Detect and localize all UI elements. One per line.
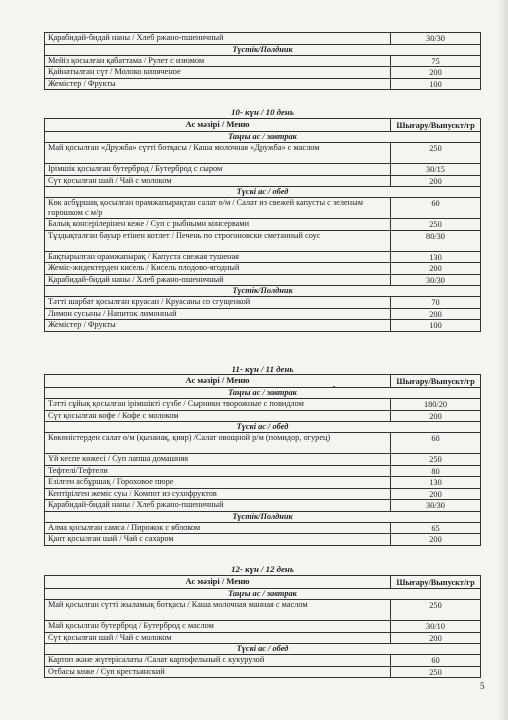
dish-row [45, 274, 481, 286]
dish-name: Көк асбұршақ қосылған орамжапырақтан салат ө/м / Салат из свежей капусты с зеленым горошком с м/р [45, 198, 391, 219]
dish-name: Картоп және жүгерісалаты /Салат картофельный с кукурузой [45, 655, 391, 667]
page-edge-shadow [498, 0, 508, 720]
meal-section-label: Түскі ас / обед [45, 644, 481, 655]
dish-quantity: 200 [391, 410, 481, 422]
table-header-row [45, 375, 481, 388]
meal-section-label: Түстік/Полдник [45, 286, 481, 297]
dish-name: Қарабидай-бидай наны / Хлеб ржано-пшеничный [45, 33, 391, 45]
meal-section-row [45, 187, 481, 198]
meal-section-row [45, 422, 481, 433]
dish-quantity: 250 [391, 600, 481, 621]
day-11-title: 11- күн / 11 день [231, 364, 294, 374]
dish-row [45, 78, 481, 90]
dish-quantity: 200 [391, 308, 481, 320]
day-10-title: 10- күн / 10 день [231, 107, 294, 117]
dish-quantity: 30/15 [391, 164, 481, 176]
dish-quantity: 100 [391, 320, 481, 332]
meal-section-row [45, 286, 481, 297]
page-number: 5 [480, 681, 485, 691]
dish-quantity: 250 [391, 666, 481, 678]
table-header-row [45, 119, 481, 132]
dish-name: Май қосылған «Дружба» сүтті ботқасы / Каша молочная «Дружба» с маслом [45, 143, 391, 164]
meal-section-row [45, 589, 481, 600]
meal-section-label: Түскі ас / обед [45, 422, 481, 433]
dish-name: Май қосылған сүтті жыламық ботқасы / Каша молочная манная с маслом [45, 600, 391, 621]
dish-row [45, 666, 481, 678]
dish-row [45, 655, 481, 667]
dish-name: Сүт қосылған кофе / Кофе с молоком [45, 410, 391, 422]
dish-row [45, 308, 481, 320]
dish-quantity: 180/20 [391, 399, 481, 411]
dish-quantity: 200 [391, 175, 481, 187]
dish-row [45, 175, 481, 187]
dish-name: Қарабидай-бидай наны / Хлеб ржано-пшеничный [45, 274, 391, 286]
dish-row [45, 320, 481, 332]
day-12-menu-table [44, 575, 481, 678]
dish-quantity: 250 [391, 143, 481, 164]
dish-quantity: 200 [391, 67, 481, 79]
day-10-block [44, 118, 481, 332]
dish-name: Алма қосылған самса / Пирожок с яблоком [45, 522, 391, 534]
dish-quantity: 65 [391, 522, 481, 534]
dish-quantity: 130 [391, 251, 481, 263]
header-qty-label: Шығару/Выпускт/гр [391, 576, 481, 589]
dish-row [45, 55, 481, 67]
meal-section-label: Таңғы ас / завтрак [45, 132, 481, 143]
dish-quantity: 30/30 [391, 33, 481, 45]
dish-quantity: 75 [391, 55, 481, 67]
meal-section-row [45, 511, 481, 522]
dish-name: Кептірілген жеміс суы / Компот из сухофруктов [45, 488, 391, 500]
dish-name: Отбасы көже / Суп крестьянский [45, 666, 391, 678]
dish-name: Тұздықталған бауыр етінен котлет / Печень по строгоновски сметанный соус [45, 230, 391, 251]
dish-row [45, 164, 481, 176]
dish-row [45, 399, 481, 411]
dish-row [45, 465, 481, 477]
dish-row [45, 198, 481, 219]
dish-name: Жемістер / Фрукты [45, 320, 391, 332]
dish-quantity: 70 [391, 297, 481, 309]
dish-name: Ірімшік қосылған бутерброд / Бутерброд с сыром [45, 164, 391, 176]
dish-quantity: 60 [391, 655, 481, 667]
dish-name: Қант қосылған шай / Чай с сахаром [45, 534, 391, 546]
dish-name: Сүт қосылған шай / Чай с молоком [45, 175, 391, 187]
header-qty-label: Шығару/Выпускт/гр [391, 119, 481, 132]
dish-quantity: 200 [391, 488, 481, 500]
dish-row [45, 632, 481, 644]
dish-row [45, 297, 481, 309]
meal-section-row [45, 388, 481, 399]
header-menu-label: Ас мәзірі / Меню [45, 576, 391, 589]
dish-quantity: 80/30 [391, 230, 481, 251]
dish-row [45, 433, 481, 454]
dish-quantity: 100 [391, 78, 481, 90]
dish-row [45, 488, 481, 500]
dish-row [45, 477, 481, 489]
dish-name: Май қосылған бутерброд / Бутерброд с маслом [45, 621, 391, 633]
meal-section-label: Түстік/Полдник [45, 44, 481, 55]
dish-name: Көкөністерден салат ө/м (қызанақ, қияр) /Салат овощной р/м (помидор, огурец) [45, 433, 391, 454]
meal-section-label: Түскі ас / обед [45, 187, 481, 198]
dish-quantity: 60 [391, 433, 481, 454]
dish-row [45, 67, 481, 79]
day-11-menu-table [44, 374, 481, 546]
dish-quantity: 200 [391, 632, 481, 644]
dish-quantity: 250 [391, 219, 481, 231]
dish-name: Езілген асбұршақ / Гороховое пюре [45, 477, 391, 489]
dish-name: Жеміс-жидектерден кисель / Кисель плодово-ягодный [45, 263, 391, 275]
meal-section-row [45, 132, 481, 143]
dish-row [45, 454, 481, 466]
dish-name: Тәтті шарбат қосылған круасан / Круасаны со сгущенкой [45, 297, 391, 309]
dish-name: Балық консерілерінен кеже / Суп с рыбными консервами [45, 219, 391, 231]
header-qty-label: Шығару/Выпускт/гр [391, 375, 481, 388]
dish-row [45, 219, 481, 231]
day-12-block [44, 575, 481, 678]
dish-name: Бақтырылған орамжапырақ / Капуста свежая тушеная [45, 251, 391, 263]
day-11-block [44, 374, 481, 546]
meal-section-label: Түстік/Полдник [45, 511, 481, 522]
dish-quantity: 60 [391, 198, 481, 219]
dish-row [45, 621, 481, 633]
day-10-menu-table [44, 118, 481, 332]
dish-row [45, 410, 481, 422]
dish-name: Тефтелі/Тефтели [45, 465, 391, 477]
dish-name: Қайнатылған сүт / Молоко кипяченое [45, 67, 391, 79]
meal-section-label: Таңғы ас / завтрак [45, 589, 481, 600]
menu-table-continued [44, 32, 481, 90]
dish-row [45, 143, 481, 164]
dish-quantity: 200 [391, 263, 481, 275]
dish-quantity: 80 [391, 465, 481, 477]
dish-name: Тәтті сұйық қосылған ірімшікті сүзбе / Сырники творожные с повидлом [45, 399, 391, 411]
dish-row [45, 522, 481, 534]
meal-section-row [45, 44, 481, 55]
dish-row [45, 500, 481, 512]
header-menu-label: Ас мәзірі / Меню [45, 375, 391, 388]
dish-quantity: 30/30 [391, 274, 481, 286]
scan-mark [333, 386, 335, 387]
meal-section-row [45, 644, 481, 655]
dish-quantity: 200 [391, 534, 481, 546]
day-12-title: 12- күн / 12 день [231, 564, 294, 574]
dish-quantity: 130 [391, 477, 481, 489]
header-menu-label: Ас мәзірі / Меню [45, 119, 391, 132]
dish-name: Лимон сусыны / Напиток лимонный [45, 308, 391, 320]
table-header-row [45, 576, 481, 589]
meal-section-label: Таңғы ас / завтрак [45, 388, 481, 399]
dish-name: Жемістер / Фрукты [45, 78, 391, 90]
top-table-block [44, 32, 481, 90]
dish-name: Мейіз қосылған қабаттама / Рулет с изюмом [45, 55, 391, 67]
dish-name: Қарабидай-бидай наны / Хлеб ржано-пшеничный [45, 500, 391, 512]
dish-row [45, 263, 481, 275]
dish-name: Үй кеспе көжесі / Суп лапша домашняя [45, 454, 391, 466]
dish-row [45, 534, 481, 546]
dish-quantity: 30/10 [391, 621, 481, 633]
dish-quantity: 250 [391, 454, 481, 466]
dish-row [45, 600, 481, 621]
dish-quantity: 30/30 [391, 500, 481, 512]
dish-row [45, 230, 481, 251]
dish-name: Сүт қосылған шай / Чай с молоком [45, 632, 391, 644]
dish-row [45, 33, 481, 45]
dish-row [45, 251, 481, 263]
